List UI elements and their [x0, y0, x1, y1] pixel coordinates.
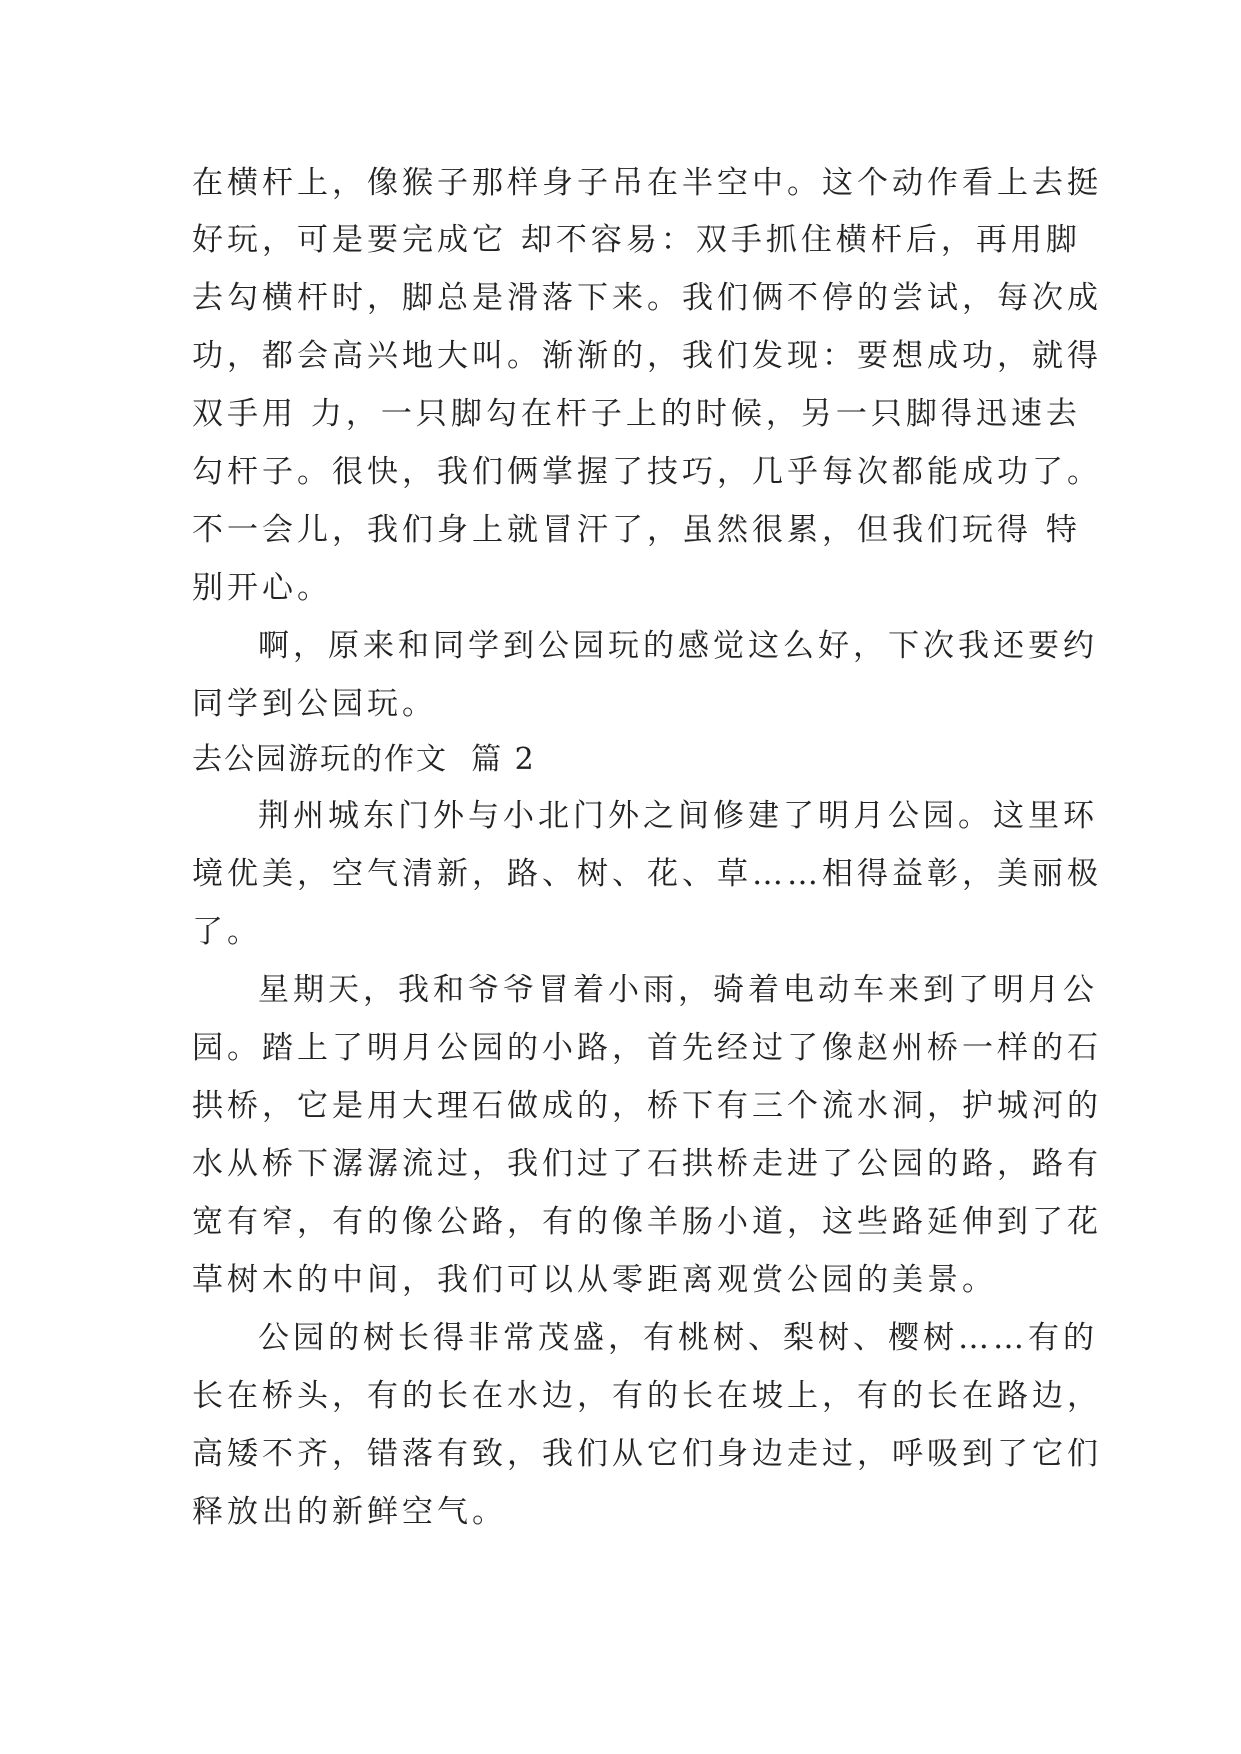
- text-line: 公园的树长得非常茂盛，有桃树、梨树、樱树……有的: [258, 1320, 1098, 1356]
- text-line: 荆州城东门外与小北门外之间修建了明月公园。这里环: [258, 798, 1098, 834]
- text-line: 在横杆上，像猴子那样身子吊在半空中。这个动作看上去挺: [192, 165, 1102, 201]
- text-line: 拱桥，它是用大理石做成的，桥下有三个流水洞，护城河的: [192, 1088, 1102, 1124]
- text-line: 宽有窄，有的像公路，有的像羊肠小道，这些路延伸到了花: [192, 1204, 1102, 1240]
- text-line: 不一会儿，我们身上就冒汗了，虽然很累，但我们玩得 特: [192, 512, 1081, 548]
- text-line: 星期天，我和爷爷冒着小雨，骑着电动车来到了明月公: [258, 972, 1098, 1008]
- text-line: 园。踏上了明月公园的小路，首先经过了像赵州桥一样的石: [192, 1030, 1102, 1066]
- text-line: 高矮不齐，错落有致，我们从它们身边走过，呼吸到了它们: [192, 1436, 1102, 1472]
- text-line: 草树木的中间，我们可以从零距离观赏公园的美景。: [192, 1262, 997, 1298]
- text-line: 去勾横杆时，脚总是滑落下来。我们俩不停的尝试，每次成: [192, 280, 1102, 316]
- text-line: 释放出的新鲜空气。: [192, 1494, 507, 1530]
- text-line: 长在桥头，有的长在水边，有的长在坡上，有的长在路边，: [192, 1378, 1102, 1414]
- text-line: 啊，原来和同学到公园玩的感觉这么好，下次我还要约: [258, 628, 1098, 664]
- text-line: 别开心。: [192, 570, 332, 606]
- text-line: 功，都会高兴地大叫。渐渐的，我们发现：要想成功，就得: [192, 338, 1102, 374]
- text-line: 勾杆子。很快，我们俩掌握了技巧，几乎每次都能成功了。: [192, 454, 1102, 490]
- text-line: 好玩，可是要完成它 却不容易：双手抓住横杆后，再用脚: [192, 222, 1081, 258]
- text-line: 水从桥下潺潺流过，我们过了石拱桥走进了公园的路，路有: [192, 1146, 1102, 1182]
- text-line: 双手用 力，一只脚勾在杆子上的时候，另一只脚得迅速去: [192, 396, 1081, 432]
- section-heading: 去公园游玩的作文 篇 2: [192, 742, 536, 777]
- text-line: 境优美，空气清新，路、树、花、草……相得益彰，美丽极: [192, 856, 1102, 892]
- text-line: 了。: [192, 914, 262, 950]
- text-line: 同学到公园玩。: [192, 686, 437, 722]
